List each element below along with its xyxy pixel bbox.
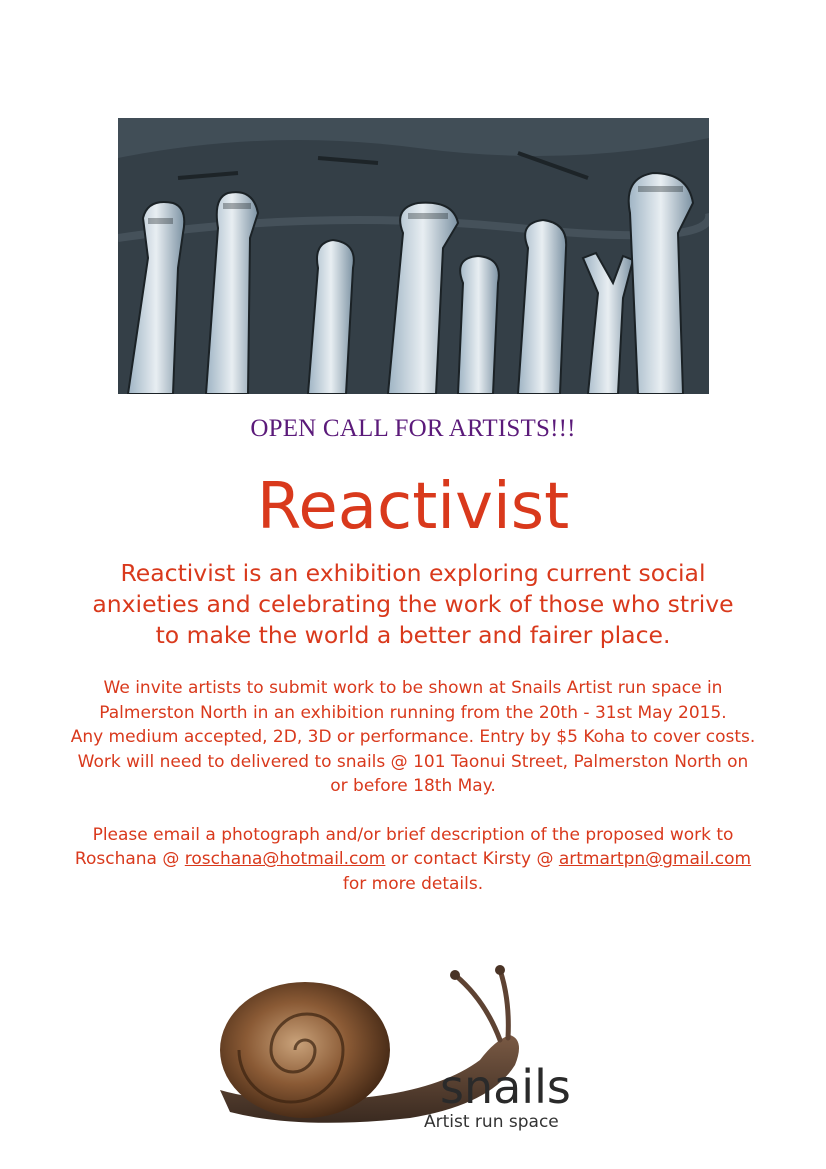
snails-tagline: Artist run space	[424, 1112, 559, 1132]
snails-wordmark: snails	[440, 1060, 571, 1114]
exhibition-title: Reactivist	[256, 470, 570, 544]
invitation-paragraph: We invite artists to submit work to be shown at Snails Artist run space in Palmerston North in an exhibition running from the 20th - 31st May 2015.	[99, 678, 727, 723]
details-section	[70, 676, 756, 896]
submission-paragraph: Any medium accepted, 2D, 3D or performance. Entry by $5 Koha to cover costs. Work will need to delivered to snails @ 101 Taonui Street, Palmerston North on or before 18th May.	[70, 727, 756, 796]
email-link-kirsty[interactable]: artmartpn@gmail.com	[558, 849, 752, 869]
open-call-headline: OPEN CALL FOR ARTISTS!!!	[250, 415, 576, 442]
contact-text-mid: or contact Kirsty @	[385, 849, 559, 869]
email-link-roschana[interactable]: roschana@hotmail.com	[184, 849, 386, 869]
raised-fists-image	[118, 118, 709, 394]
intro-paragraph: Reactivist is an exhibition exploring current social anxieties and celebrating the work of those who strive to make the world a better and fairer place.	[92, 559, 734, 649]
contact-text-pre: Please email a photograph and/or brief description of the proposed work to Roschana @	[74, 824, 734, 869]
contact-paragraph	[70, 823, 756, 897]
contact-text-post: for more details.	[342, 873, 484, 894]
